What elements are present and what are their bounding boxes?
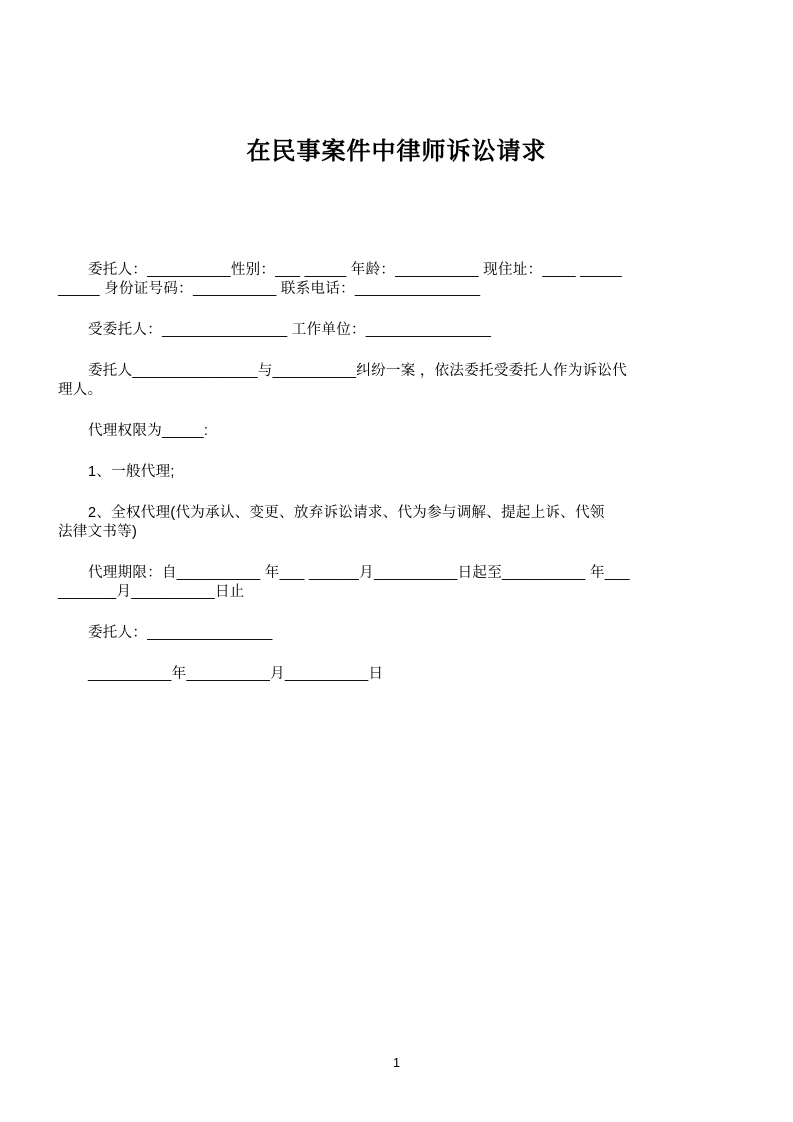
case-statement-line-2: 理人。 [58,382,103,398]
paragraph-signature-date: __________年__________月__________日 [88,666,384,682]
agency-period-line-1: 代理期限：自__________ 年___ ______月__________日起至__________ 年___ [88,565,630,581]
entruster-info-line-1: 委托人：__________性别：___ _____ 年龄：__________ 现住址：____ _____ [88,262,622,278]
case-statement-line-1: 委托人_______________与__________纠纷一案 ，依法委托受委托人作为诉讼代 [88,363,628,379]
page-number: 1 [392,1055,401,1070]
item-full-line-2: 法律文书等) [58,524,138,540]
paragraph-entrusted-info: 受委托人：_______________ 工作单位：_______________ [88,322,492,338]
page-title: 在民事案件中律师诉讼请求 [246,138,547,165]
paragraph-item-general: 1、一般代理; [88,464,175,480]
paragraph-entruster-info [58,261,735,299]
paragraph-agency-period [58,564,735,602]
paragraph-case-statement [58,362,735,400]
document-body [58,261,735,684]
agency-period-line-2: _______月__________日止 [58,584,245,600]
entruster-info-line-2: _____ 身份证号码：__________ 联系电话：_______________ [58,281,481,297]
paragraph-item-full [58,504,735,542]
item-full-line-1: 2、全权代理(代为承认、变更、放弃诉讼请求、代为参与调解、提起上诉、代领 [88,505,605,521]
paragraph-signature-entruster: 委托人：_______________ [88,625,273,641]
paragraph-authority-scope: 代理权限为_____: [88,423,209,439]
